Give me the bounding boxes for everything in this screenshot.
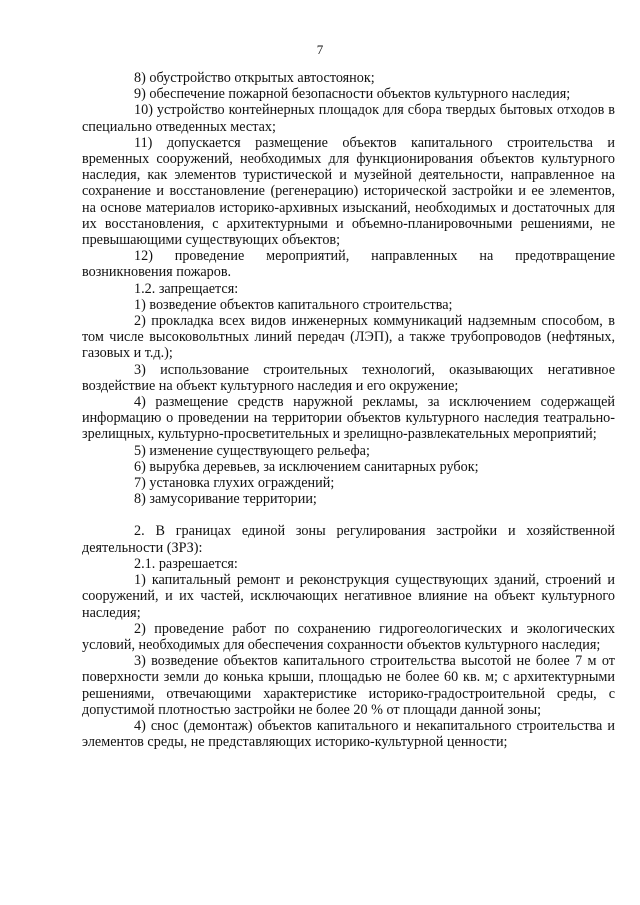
paragraph: 8) замусоривание территории; xyxy=(134,491,317,508)
paragraph: 3) возведение объектов капитального строительства высотой не более 7 м от поверхности земли до конька крыши, площадью не более 60 кв. м; с архитектурными решениями, отвечающими характеристике историко-градостроительной среды, с допустимой плотностью застройки не более 20 % от площади данной зоны; xyxy=(82,653,615,718)
paragraph: 11) допускается размещение объектов капитального строительства и временных сооружений, необходимых для функционирования объектов культурного наследия, как элементов туристической и музейной деятельности, направленное на сохранение и восстановление (регенерацию) исторической застройки и ее элементов, на основе материалов историко-архивных изысканий, необходимых и достаточных для их восстановления, с архитектурными и объемно-планировочными решениями, не превышающими существующих объектов; xyxy=(82,134,615,249)
paragraph: 6) вырубка деревьев, за исключением санитарных рубок; xyxy=(134,458,479,475)
paragraph: 3) использование строительных технологий, оказывающих негативное воздействие на объект культурного наследия и его окружение; xyxy=(82,361,615,394)
paragraph: 7) установка глухих ограждений; xyxy=(134,475,335,492)
paragraph: 8) обустройство открытых автостоянок; xyxy=(134,70,375,86)
paragraph: 1) возведение объектов капитального строительства; xyxy=(134,296,453,313)
paragraph: 5) изменение существующего рельефа; xyxy=(134,442,370,459)
paragraph: 9) обеспечение пожарной безопасности объектов культурного наследия; xyxy=(134,86,571,103)
paragraph: 1) капитальный ремонт и реконструкция существующих зданий, строений и сооружений, и их частей, исключающих негативное влияние на объект культурного наследия; xyxy=(82,572,615,621)
document-body xyxy=(82,70,615,750)
section-heading: 2. В границах единой зоны регулирования застройки и хозяйственной деятельности (ЗРЗ): xyxy=(82,523,615,556)
page-number: 7 xyxy=(316,42,324,57)
paragraph: 2) прокладка всех видов инженерных коммуникаций надземным способом, в том числе высоковольтных линий передач (ЛЭП), а также трубопроводов (нефтяных, газовых и т.д.); xyxy=(82,313,615,362)
subsection-heading: 2.1. разрешается: xyxy=(134,555,238,572)
paragraph: 12) проведение мероприятий, направленных на предотвращение возникновения пожаров. xyxy=(82,248,615,281)
paragraph: 4) размещение средств наружной рекламы, за исключением содержащей информацию о проведении на территории объектов культурного наследия театрально-зрелищных, культурно-просветительных и зрелищно-развлекательных мероприятий; xyxy=(82,394,615,443)
paragraph: 4) снос (демонтаж) объектов капитального и некапитального строительства и элементов среды, не представляющих историко-культурной ценности; xyxy=(82,717,615,751)
paragraph: 10) устройство контейнерных площадок для сбора твердых бытовых отходов в специально отведенных местах; xyxy=(82,102,615,135)
section-heading: 1.2. запрещается: xyxy=(134,280,239,297)
paragraph: 2) проведение работ по сохранению гидрогеологических и экологических условий, необходимых для обеспечения сохранности объектов культурного наследия; xyxy=(82,620,615,653)
